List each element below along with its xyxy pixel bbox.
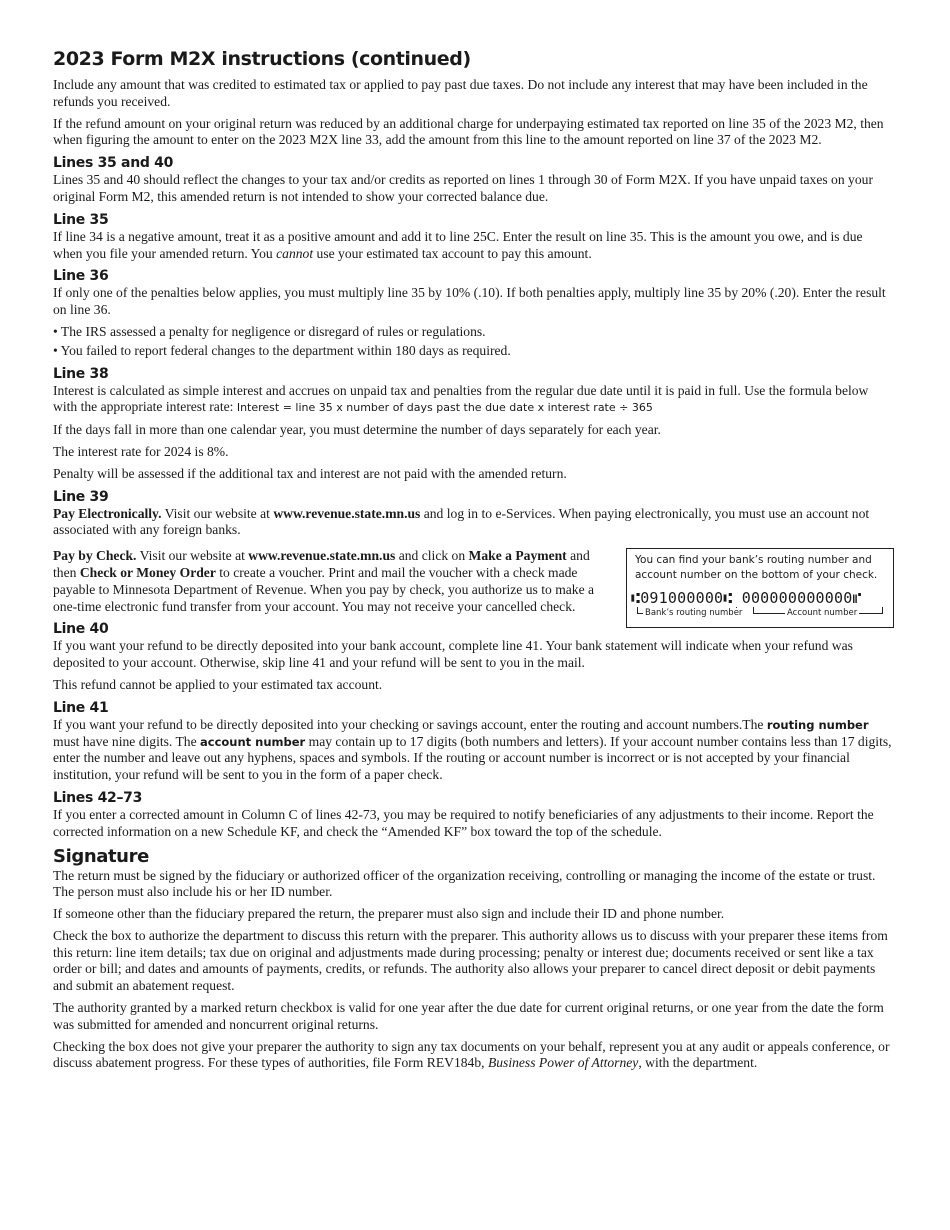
line-40-paragraph-1: If you want your refund to be directly deposited into your bank account, complete line 41. Your bank statement will indicate when your refund was deposited to your account. Otherwise, skip line 41 and your refund will be sent to you in the mail. <box>53 638 853 671</box>
signature-paragraph-4: The authority granted by a marked return checkbox is valid for one year after the due date for current original returns, or one year from the date the form was submitted for amended and noncurrent original returns. <box>53 1000 884 1032</box>
line-40-heading: Line 40 <box>53 621 109 638</box>
signature-paragraph-5: Checking the box does not give your preparer the authority to sign any tax documents on your behalf, represent you at any audit or appeals conference, or discuss abatement progress. For these types of authorities, file Form REV184b, Business Power of Attorney, with the department. <box>53 1038 890 1071</box>
signature-heading: Signature <box>53 845 149 867</box>
list-item: • The IRS assessed a penalty for negligence or disregard of rules or regulations. <box>53 323 486 339</box>
pay-electronically-paragraph: Pay Electronically. Visit our website at www.revenue.state.mn.us and log in to e-Services. When paying electronically, you must use an account not associated with any foreign banks. <box>53 505 870 538</box>
document-page <box>53 48 895 1077</box>
make-a-payment-link[interactable]: Make a Payment <box>468 548 567 564</box>
line-38-paragraph-3: The interest rate for 2024 is 8%. <box>53 443 229 459</box>
signature-paragraph-2: If someone other than the fiduciary prepared the return, the preparer must also sign and include their ID and phone number. <box>53 906 725 922</box>
line-39-heading: Line 39 <box>53 488 109 505</box>
website-link[interactable]: www.revenue.state.mn.us <box>273 505 421 521</box>
routing-number-label: Bank’s routing number <box>645 608 743 619</box>
page-title: 2023 Form M2X instructions (continued) <box>53 48 471 70</box>
account-number-term: account number <box>200 734 306 749</box>
line-38-paragraph-2: If the days fall in more than one calendar year, you must determine the number of days separately for each year. <box>53 422 661 438</box>
lines-35-40-paragraph: Lines 35 and 40 should reflect the changes to your tax and/or credits as reported on lines 1 through 30 of Form M2X. If you have unpaid taxes on your original Form M2, this amended return is not intended to show your corrected balance due. <box>53 172 873 204</box>
pay-by-check-section <box>53 548 895 619</box>
interest-formula: Interest = line 35 x number of days past the due date x interest rate ÷ 365 <box>236 401 653 415</box>
micr-line: ⑆091000000⑆ 000000000000⑈ <box>631 589 862 608</box>
line-38-heading: Line 38 <box>53 365 109 382</box>
intro-paragraph-1: Include any amount that was credited to estimated tax or applied to pay past due taxes. Do not include any interest that may have been included in the refunds you received. <box>53 77 868 109</box>
lines-35-40-heading: Lines 35 and 40 <box>53 155 174 172</box>
check-example-text: You can find your bank’s routing number and account number on the bottom of your check. <box>635 554 878 582</box>
account-number-label: Account number <box>787 608 858 619</box>
signature-paragraph-1: The return must be signed by the fiduciary or authorized officer of the organization receiving, controlling or managing the income of the estate or trust. The person must also include his or her ID number. <box>53 867 876 900</box>
line-35-heading: Line 35 <box>53 211 109 228</box>
line-41-paragraph: If you want your refund to be directly deposited into your checking or savings account, enter the routing and account numbers.The routing number must have nine digits. The account number may contain up to 17 digits (both numbers and letters). If your account number contains less than 17 digits, enter the number and leave out any hyphens, spaces and symbols. If the routing or account number is incorrect or is not accepted by your financial institution, your refund will be sent to you in the form of a paper check. <box>53 716 892 783</box>
line-38-paragraph-4: Penalty will be assessed if the additional tax and interest are not paid with the amended return. <box>53 465 567 481</box>
pay-by-check-paragraph: Pay by Check. Visit our website at www.revenue.state.mn.us and click on Make a Payment and then Check or Money Order to create a voucher. Print and mail the voucher with a check made payable to Minnesota Department of Revenue. When you pay by check, you authorize us to make a one-time electronic fund transfer from your account. You may not receive your cancelled check. <box>53 548 595 614</box>
check-or-money-order-link[interactable]: Check or Money Order <box>79 564 216 580</box>
routing-number-term: routing number <box>766 717 869 732</box>
line-40-paragraph-2: This refund cannot be applied to your estimated tax account. <box>53 676 383 692</box>
line-36-paragraph: If only one of the penalties below applies, you must multiply line 35 by 10% (.10). If both penalties apply, multiply line 35 by 20% (.20). Enter the result on line 36. <box>53 285 886 318</box>
list-item: • You failed to report federal changes to the department within 180 days as required. <box>53 342 511 358</box>
intro-paragraph-2: If the refund amount on your original return was reduced by an additional charge for underpaying estimated tax reported on line 35 of the 2023 M2, then when figuring the amount to enter on the 2023 M2X line 33, add the amount from this line to the amount reported on line 37 of the 2023 M2. <box>53 115 884 148</box>
line-38-paragraph-1: Interest is calculated as simple interest and accrues on unpaid tax and penalties from the regular due date until it is paid in full. Use the formula below with the appropriate interest rate: Interest = line 35 x number of days past the due date x interest rate ÷ 365 <box>53 382 869 415</box>
line-35-paragraph: If line 34 is a negative amount, treat it as a positive amount and add it to line 25C. Enter the result on line 35. This is the amount you owe, and is due when you file your amended return. You cannot use your estimated tax account to pay this amount. <box>53 228 863 261</box>
line-36-bullet-list <box>53 324 895 360</box>
check-example-box <box>626 548 894 628</box>
signature-paragraph-3: Check the box to authorize the department to discuss this return with the preparer. This authority allows us to discuss with your preparer these items from this return: line item details; tax due on original and adjustments made during processing; penalty or interest due; documents received or sent like a tax order or bill; and dates and amounts of payments, credits, or refunds. The authority also allows your preparer to cancel direct deposit or debit payments and submit an abatement request. <box>53 927 888 994</box>
lines-42-73-paragraph: If you enter a corrected amount in Column C of lines 42-73, you may be required to notify beneficiaries of any adjustments to their income. Report the corrected information on a new Schedule KF, and check the “Amended KF” box toward the top of the schedule. <box>53 806 874 839</box>
line-36-heading: Line 36 <box>53 268 109 285</box>
website-link[interactable]: www.revenue.state.mn.us <box>248 548 396 564</box>
line-41-heading: Line 41 <box>53 699 109 716</box>
lines-42-73-heading: Lines 42–73 <box>53 789 143 806</box>
